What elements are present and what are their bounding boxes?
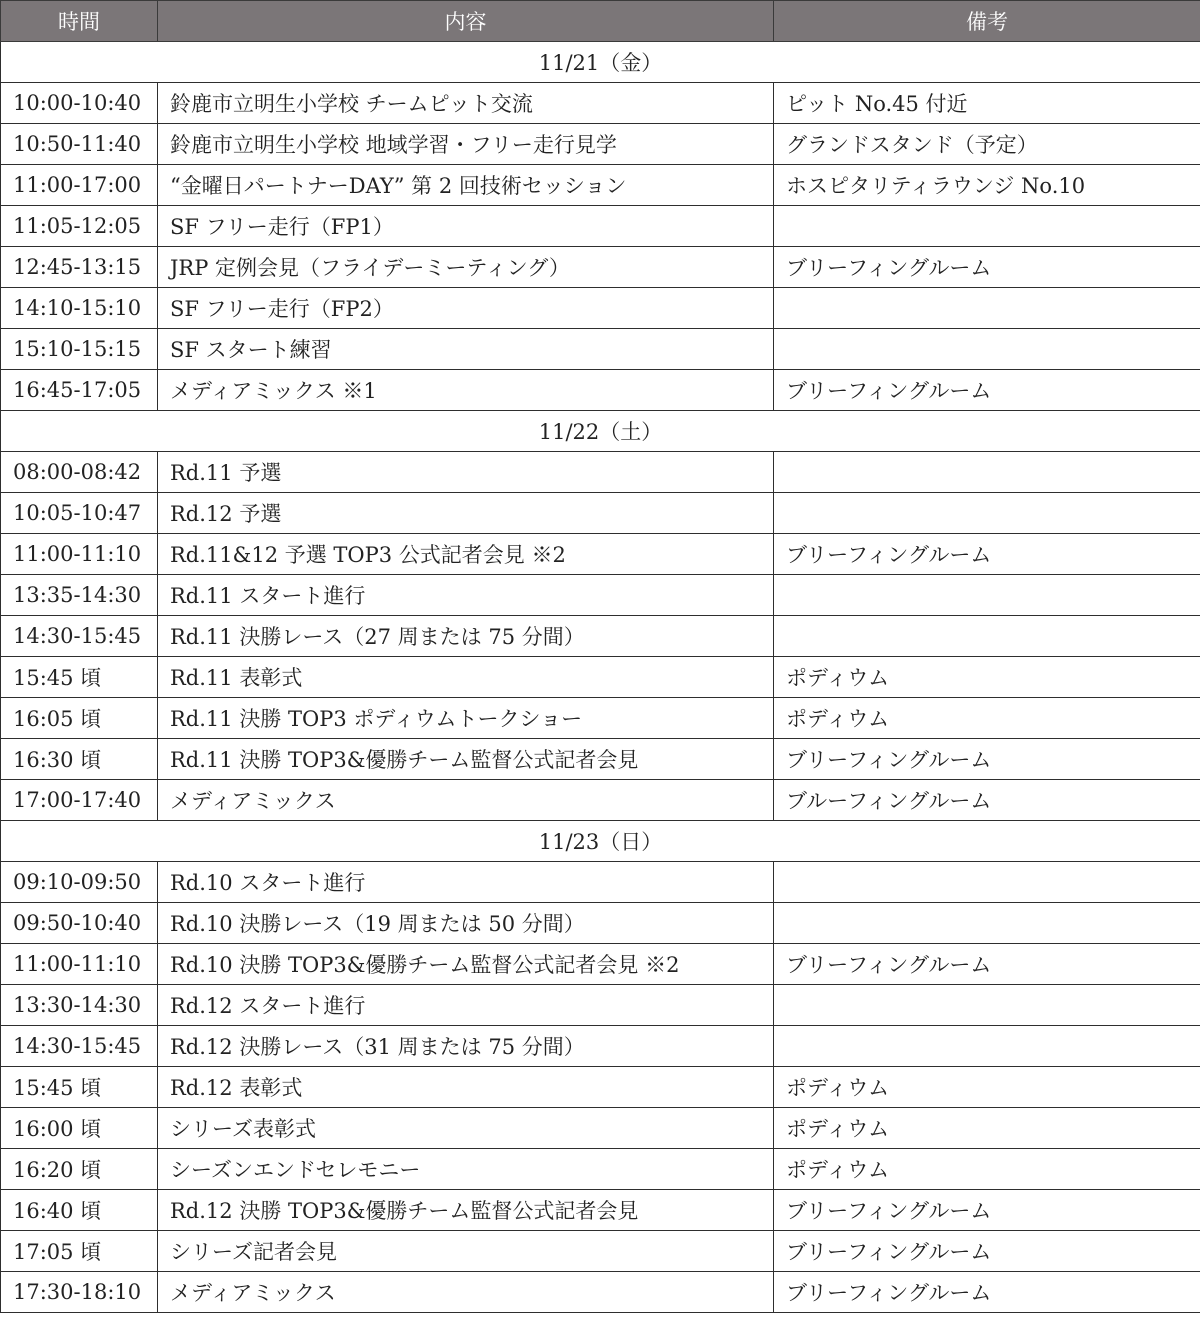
note-cell [774, 616, 1200, 657]
content-cell: Rd.11 予選 [158, 452, 774, 493]
table-row [1, 206, 1200, 247]
note-cell: ブリーフィングルーム [774, 739, 1200, 780]
note-cell: ポディウム [774, 698, 1200, 739]
content-cell: 鈴鹿市立明生小学校 チームピット交流 [158, 83, 774, 124]
time-cell: 15:45 頃 [1, 1067, 158, 1108]
header-note: 備考 [774, 1, 1200, 42]
table-row [1, 124, 1200, 165]
content-cell: SF フリー走行（FP1） [158, 206, 774, 247]
content-cell: Rd.12 表彰式 [158, 1067, 774, 1108]
table-row [1, 903, 1200, 944]
note-cell: ホスピタリティラウンジ No.10 [774, 165, 1200, 206]
table-row [1, 534, 1200, 575]
time-cell: 16:05 頃 [1, 698, 158, 739]
day-header-row [1, 42, 1200, 83]
note-cell: グランドスタンド（予定） [774, 124, 1200, 165]
table-row [1, 329, 1200, 370]
content-cell: Rd.11 決勝 TOP3 ポディウムトークショー [158, 698, 774, 739]
note-cell: ブリーフィングルーム [774, 534, 1200, 575]
day-header-row [1, 821, 1200, 862]
time-cell: 13:35-14:30 [1, 575, 158, 616]
content-cell: Rd.10 スタート進行 [158, 862, 774, 903]
note-cell [774, 575, 1200, 616]
time-cell: 09:50-10:40 [1, 903, 158, 944]
table-row [1, 288, 1200, 329]
note-cell: ポディウム [774, 657, 1200, 698]
table-row [1, 1026, 1200, 1067]
time-cell: 17:30-18:10 [1, 1272, 158, 1313]
note-cell [774, 903, 1200, 944]
table-header [1, 1, 1200, 42]
table-row [1, 616, 1200, 657]
time-cell: 16:45-17:05 [1, 370, 158, 411]
table-row [1, 1272, 1200, 1313]
table-row [1, 698, 1200, 739]
time-cell: 11:00-11:10 [1, 944, 158, 985]
table-row [1, 493, 1200, 534]
time-cell: 16:20 頃 [1, 1149, 158, 1190]
content-cell: シーズンエンドセレモニー [158, 1149, 774, 1190]
content-cell: Rd.11 表彰式 [158, 657, 774, 698]
content-cell: SF スタート練習 [158, 329, 774, 370]
content-cell: Rd.11 スタート進行 [158, 575, 774, 616]
table-row [1, 1231, 1200, 1272]
note-cell [774, 288, 1200, 329]
time-cell: 11:00-17:00 [1, 165, 158, 206]
note-cell [774, 985, 1200, 1026]
note-cell: ピット No.45 付近 [774, 83, 1200, 124]
day-date: 11/23（日） [1, 821, 1200, 862]
note-cell: ポディウム [774, 1149, 1200, 1190]
note-cell: ポディウム [774, 1108, 1200, 1149]
time-cell: 15:45 頃 [1, 657, 158, 698]
note-cell [774, 1026, 1200, 1067]
table-row [1, 575, 1200, 616]
time-cell: 08:00-08:42 [1, 452, 158, 493]
header-time: 時間 [1, 1, 158, 42]
note-cell: ブルーフィングルーム [774, 780, 1200, 821]
table-row [1, 739, 1200, 780]
time-cell: 10:50-11:40 [1, 124, 158, 165]
day-date: 11/21（金） [1, 42, 1200, 83]
table-row [1, 862, 1200, 903]
table-row [1, 657, 1200, 698]
time-cell: 16:40 頃 [1, 1190, 158, 1231]
note-cell: ブリーフィングルーム [774, 944, 1200, 985]
day-date: 11/22（土） [1, 411, 1200, 452]
content-cell: 鈴鹿市立明生小学校 地域学習・フリー走行見学 [158, 124, 774, 165]
note-cell: ブリーフィングルーム [774, 1272, 1200, 1313]
content-cell: Rd.12 決勝レース（31 周または 75 分間） [158, 1026, 774, 1067]
time-cell: 14:10-15:10 [1, 288, 158, 329]
table-row [1, 1190, 1200, 1231]
table-row [1, 985, 1200, 1026]
time-cell: 10:05-10:47 [1, 493, 158, 534]
time-cell: 16:30 頃 [1, 739, 158, 780]
time-cell: 11:00-11:10 [1, 534, 158, 575]
header-row [1, 1, 1200, 42]
table-row [1, 1067, 1200, 1108]
table-row [1, 370, 1200, 411]
note-cell: ポディウム [774, 1067, 1200, 1108]
table-row [1, 452, 1200, 493]
content-cell: JRP 定例会見（フライデーミーティング） [158, 247, 774, 288]
time-cell: 14:30-15:45 [1, 616, 158, 657]
table-row [1, 944, 1200, 985]
content-cell: Rd.10 決勝レース（19 周または 50 分間） [158, 903, 774, 944]
content-cell: Rd.11&12 予選 TOP3 公式記者会見 ※2 [158, 534, 774, 575]
content-cell: Rd.12 スタート進行 [158, 985, 774, 1026]
note-cell: ブリーフィングルーム [774, 370, 1200, 411]
content-cell: Rd.12 決勝 TOP3&優勝チーム監督公式記者会見 [158, 1190, 774, 1231]
content-cell: Rd.11 決勝 TOP3&優勝チーム監督公式記者会見 [158, 739, 774, 780]
table-row [1, 83, 1200, 124]
time-cell: 16:00 頃 [1, 1108, 158, 1149]
table-body [1, 42, 1200, 1313]
note-cell: ブリーフィングルーム [774, 1231, 1200, 1272]
content-cell: Rd.12 予選 [158, 493, 774, 534]
note-cell [774, 493, 1200, 534]
time-cell: 09:10-09:50 [1, 862, 158, 903]
header-content: 内容 [158, 1, 774, 42]
content-cell: シリーズ表彰式 [158, 1108, 774, 1149]
time-cell: 17:05 頃 [1, 1231, 158, 1272]
content-cell: “金曜日パートナーDAY” 第 2 回技術セッション [158, 165, 774, 206]
note-cell: ブリーフィングルーム [774, 1190, 1200, 1231]
content-cell: シリーズ記者会見 [158, 1231, 774, 1272]
content-cell: メディアミックス ※1 [158, 370, 774, 411]
table-row [1, 1149, 1200, 1190]
time-cell: 17:00-17:40 [1, 780, 158, 821]
content-cell: Rd.11 決勝レース（27 周または 75 分間） [158, 616, 774, 657]
time-cell: 15:10-15:15 [1, 329, 158, 370]
note-cell [774, 452, 1200, 493]
table-row [1, 780, 1200, 821]
time-cell: 11:05-12:05 [1, 206, 158, 247]
table-row [1, 247, 1200, 288]
table-row [1, 165, 1200, 206]
content-cell: SF フリー走行（FP2） [158, 288, 774, 329]
content-cell: Rd.10 決勝 TOP3&優勝チーム監督公式記者会見 ※2 [158, 944, 774, 985]
time-cell: 13:30-14:30 [1, 985, 158, 1026]
note-cell: ブリーフィングルーム [774, 247, 1200, 288]
content-cell: メディアミックス [158, 1272, 774, 1313]
table-row [1, 1108, 1200, 1149]
note-cell [774, 862, 1200, 903]
time-cell: 10:00-10:40 [1, 83, 158, 124]
time-cell: 12:45-13:15 [1, 247, 158, 288]
content-cell: メディアミックス [158, 780, 774, 821]
day-header-row [1, 411, 1200, 452]
note-cell [774, 206, 1200, 247]
note-cell [774, 329, 1200, 370]
time-cell: 14:30-15:45 [1, 1026, 158, 1067]
